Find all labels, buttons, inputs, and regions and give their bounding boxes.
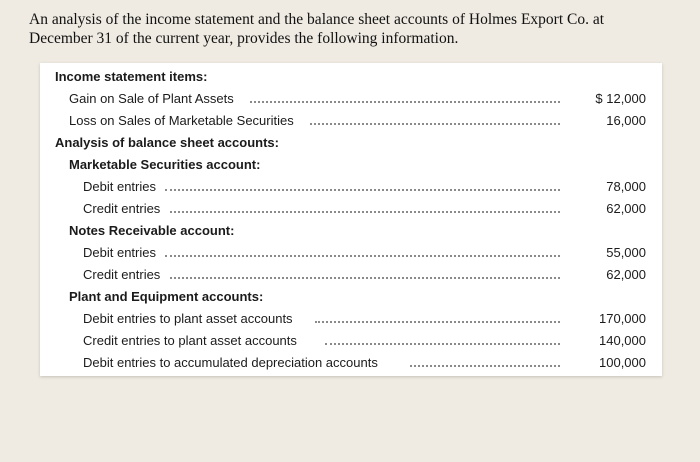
gain-label: Gain on Sale of Plant Assets (69, 88, 240, 110)
pe-credit-row (40, 330, 662, 352)
income-heading-row (40, 66, 662, 88)
problem-intro (29, 10, 679, 48)
information-table (40, 63, 662, 376)
pe-debit-label: Debit entries to plant asset accounts (83, 308, 299, 330)
ms-debit-label: Debit entries (83, 176, 162, 198)
leader-dots (325, 343, 560, 345)
notes-heading-row (40, 220, 662, 242)
marketable-heading-row (40, 154, 662, 176)
marketable-securities-heading: Marketable Securities account: (69, 154, 266, 176)
loss-amount: 16,000 (606, 113, 646, 128)
nr-debit-row (40, 242, 662, 264)
nr-credit-amount: 62,000 (606, 267, 646, 282)
ms-debit-row (40, 176, 662, 198)
pe-credit-amount: 140,000 (599, 333, 646, 348)
leader-dots (165, 189, 560, 191)
plant-equipment-heading: Plant and Equipment accounts: (69, 286, 269, 308)
pe-depreciation-amount: 100,000 (599, 355, 646, 370)
loss-row (40, 110, 662, 132)
loss-label: Loss on Sales of Marketable Securities (69, 110, 300, 132)
pe-debit-amount: 170,000 (599, 311, 646, 326)
leader-dots (165, 255, 560, 257)
ms-credit-amount: 62,000 (606, 201, 646, 216)
pe-depreciation-label: Debit entries to accumulated depreciation accounts (83, 352, 384, 374)
leader-dots (310, 123, 560, 125)
nr-debit-amount: 55,000 (606, 245, 646, 260)
ms-credit-row (40, 198, 662, 220)
analysis-heading: Analysis of balance sheet accounts: (55, 132, 285, 154)
leader-dots (250, 101, 560, 103)
leader-dots (410, 365, 560, 367)
nr-credit-row (40, 264, 662, 286)
ms-debit-amount: 78,000 (606, 179, 646, 194)
analysis-heading-row (40, 132, 662, 154)
nr-debit-label: Debit entries (83, 242, 162, 264)
gain-amount: $ 12,000 (595, 91, 646, 106)
leader-dots (170, 277, 560, 279)
pe-credit-label: Credit entries to plant asset accounts (83, 330, 303, 352)
nr-credit-label: Credit entries (83, 264, 166, 286)
leader-dots (170, 211, 560, 213)
notes-receivable-heading: Notes Receivable account: (69, 220, 240, 242)
ms-credit-label: Credit entries (83, 198, 166, 220)
leader-dots (315, 321, 560, 323)
intro-line-1: An analysis of the income statement and the balance sheet accounts of Holmes Export Co. at (29, 11, 605, 28)
pe-debit-row (40, 308, 662, 330)
intro-line-2: December 31 of the current year, provides the following information. (29, 30, 459, 47)
pe-depreciation-row (40, 352, 662, 374)
plant-heading-row (40, 286, 662, 308)
income-statement-heading: Income statement items: (55, 66, 213, 88)
gain-row (40, 88, 662, 110)
